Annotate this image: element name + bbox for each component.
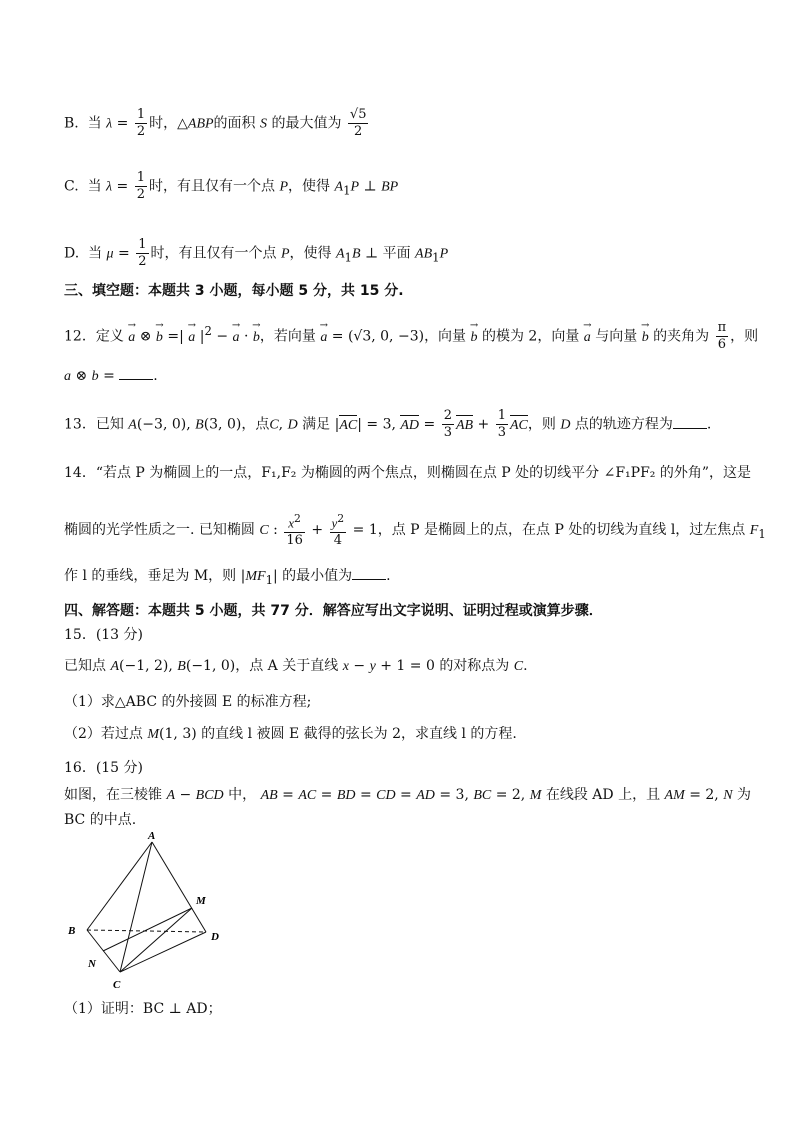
label-n: N: [88, 958, 96, 970]
label-b: B: [68, 925, 76, 937]
question-16-line-1: 如图，在三棱锥 A − BCD 中， AB = AC = BD = CD = AD = 3, BC = 2, M 在线段 AD 上，且 AM = 2, N 为: [64, 787, 752, 803]
question-15-head: 15．(13 分): [64, 627, 144, 643]
question-14-line-2: 椭圆的光学性质之一. 已知椭圆 C : $\frac{x^2}{16}$ + $\frac{y^2}{4}$ = 1，点 P 是椭圆上的点，在点 P 处的切线为直线 l，过左焦点 $F_1$: [64, 512, 766, 549]
answer-blank[interactable]: [352, 565, 386, 580]
section-4-heading: 四、解答题：本题共 5 小题，共 77 分．解答应写出文字说明、证明过程或演算步骤．: [64, 603, 603, 619]
question-16-head: 16．(15 分): [64, 760, 144, 776]
label-c: C: [113, 979, 121, 991]
option-b: B. 当 λ = $\frac{1}{2}$ 时，△ABP的面积 S 的最大值为 $\frac{√5}{2}$: [64, 107, 367, 139]
answer-blank[interactable]: [119, 365, 153, 380]
question-12: 12．定义 → a ⊗ → b =| → a $|^2$ − → a · → b，若向量 → a = (√3, 0, −3)，向量 → b 的模为 2，向量 → a 与向量 → b 的夹角为 $\frac{\pi}{6}$ ，则: [64, 320, 730, 353]
question-15-part-1: （1）求△ABC 的外接圆 E 的标准方程;: [64, 694, 312, 710]
question-13: 13．已知 A(−3, 0), B(3, 0)，点C, D 满足 |AC| = 3, AD = $\frac{2}{3}$ AB + $\frac{1}{3}$ AC，则 D 点的轨迹方程为 .: [64, 408, 712, 440]
tetrahedron-figure: [60, 830, 235, 995]
option-c: C. 当 λ = $\frac{1}{2}$ 时，有且仅有一个点 P，使得 $A_1P$ ⊥ BP: [64, 170, 399, 202]
answer-blank[interactable]: [673, 414, 707, 429]
question-14-line-1: 14．“若点 P 为椭圆上的一点，F₁,F₂ 为椭圆的两个焦点，则椭圆在点 P 处的切线平分 ∠F₁PF₂ 的外角”，这是: [64, 465, 752, 481]
label-d: D: [211, 931, 219, 943]
label-a: A: [148, 830, 156, 842]
question-15-stem: 已知点 A(−1, 2), B(−1, 0)，点 A 关于直线 x − y + 1 = 0 的对称点为 C.: [64, 658, 528, 674]
option-d: D. 当 μ = $\frac{1}{2}$ 时，有且仅有一个点 P，使得 $A_1B$ ⊥ 平面 $AB_1P$: [64, 237, 449, 269]
question-15-part-2: （2）若过点 M(1, 3) 的直线 l 被圆 E 截得的弦长为 2，求直线 l 的方程.: [64, 726, 517, 742]
question-16-part-1: （1）证明：BC ⊥ AD；: [64, 1001, 222, 1017]
question-14-line-3: 作 l 的垂线，垂足为 M，则 $|MF_1|$ 的最小值为 .: [64, 565, 730, 590]
label-m: M: [196, 895, 206, 907]
section-3-heading: 三、填空题：本题共 3 小题，每小题 5 分，共 15 分.: [64, 283, 404, 299]
question-12-answer: a ⊗ b = .: [64, 365, 730, 387]
question-16-line-2: BC 的中点.: [64, 812, 137, 828]
